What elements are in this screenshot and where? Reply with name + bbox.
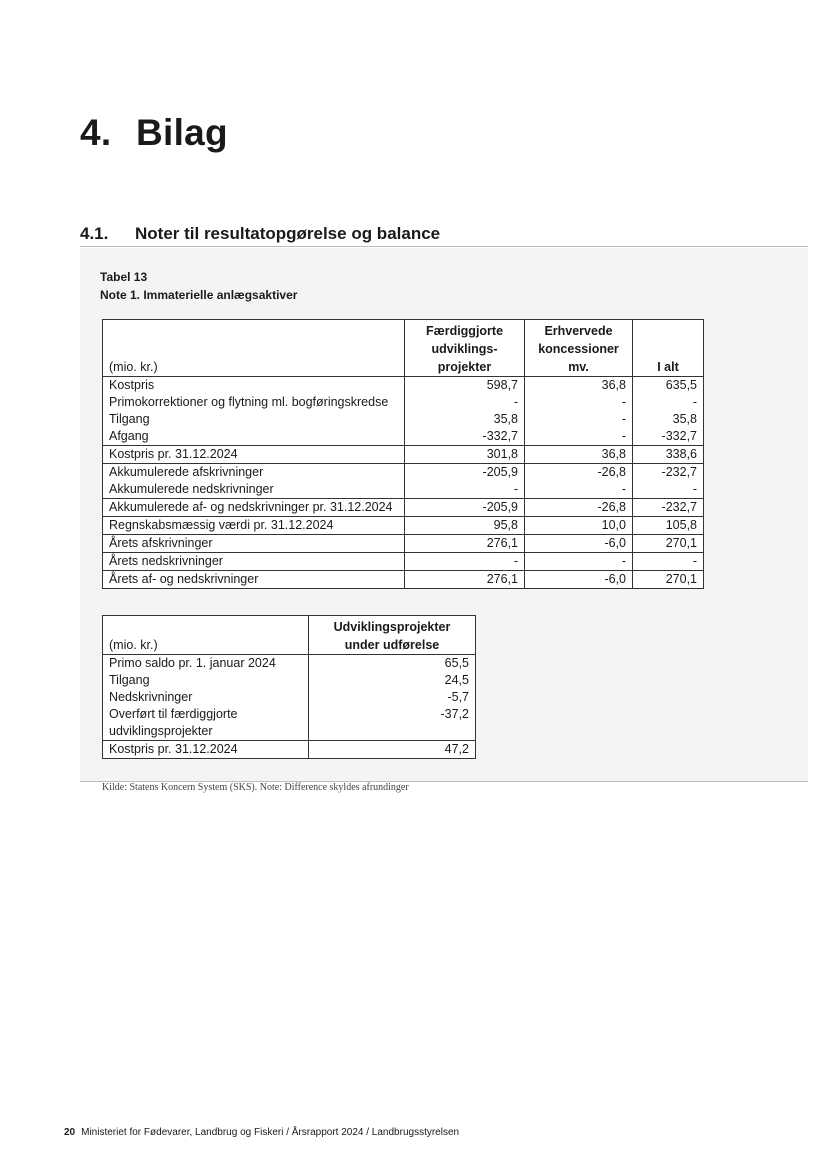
cell-value: -232,7: [633, 499, 704, 517]
cell-value: 635,5: [633, 377, 704, 395]
unit-label: (mio. kr.): [103, 320, 405, 377]
row-label: Årets af- og nedskrivninger: [103, 571, 405, 589]
row-label: Tilgang: [109, 412, 150, 426]
table-row: [103, 499, 704, 517]
row-label: Afgang: [109, 429, 149, 443]
row-label: Kostpris: [109, 378, 155, 392]
unit-label: (mio. kr.): [103, 616, 309, 655]
header-projects-in-progress: Udviklingsprojekter under udførelse: [309, 616, 476, 655]
cell-value: 35,8: [633, 411, 704, 428]
row-label: Årets nedskrivninger: [103, 553, 405, 571]
cell-value: -: [525, 411, 633, 428]
table-caption: [100, 268, 297, 304]
table-row: [103, 689, 476, 706]
cell-value: -: [633, 553, 704, 571]
table-row: [103, 446, 704, 464]
header-acquired-concessions: Erhvervede koncessioner mv.: [525, 320, 633, 377]
row-label: Kostpris pr. 31.12.2024: [103, 446, 405, 464]
cell-value: -205,9: [405, 464, 525, 482]
section-title: Noter til resultatopgørelse og balance: [135, 224, 441, 243]
cell-value: 35,8: [405, 411, 525, 428]
table-row: [103, 411, 704, 428]
cell-value: 338,6: [633, 446, 704, 464]
table-row: [103, 655, 476, 673]
row-label: Primokorrektioner og flytning ml. bogføringskredse: [109, 395, 389, 409]
chapter-title-text: Bilag: [136, 112, 228, 153]
cell-value: -332,7: [633, 428, 704, 446]
header-total: I alt: [633, 320, 704, 377]
cell-value: 598,7: [405, 377, 525, 395]
cell-value: -: [633, 394, 704, 411]
table-row: [103, 672, 476, 689]
cell-value: 270,1: [633, 571, 704, 589]
cell-value: -6,0: [525, 571, 633, 589]
table-title: Note 1. Immaterielle anlægsaktiver: [100, 288, 298, 302]
source-note: Kilde: Statens Koncern System (SKS). Note: Difference skyldes afrundinger: [102, 782, 409, 793]
cell-value: -5,7: [309, 689, 476, 706]
table-row: [103, 481, 704, 499]
cell-value: -26,8: [525, 499, 633, 517]
row-label: Primo saldo pr. 1. januar 2024: [109, 656, 276, 670]
table-row: [103, 571, 704, 589]
row-label: Årets afskrivninger: [103, 535, 405, 553]
table-row: [103, 535, 704, 553]
cell-value: 65,5: [309, 655, 476, 673]
row-label: Regnskabsmæssig værdi pr. 31.12.2024: [103, 517, 405, 535]
cell-value: 276,1: [405, 571, 525, 589]
cell-value: -6,0: [525, 535, 633, 553]
section-heading: [80, 224, 808, 247]
table-row: [103, 706, 476, 741]
row-label: Akkumulerede afskrivninger: [103, 464, 405, 482]
table-row: [103, 464, 704, 482]
row-label: Akkumulerede af- og nedskrivninger pr. 31.12.2024: [103, 499, 405, 517]
chapter-number: 4.: [80, 112, 112, 153]
cell-value: -: [525, 394, 633, 411]
cell-value: 276,1: [405, 535, 525, 553]
cell-value: -26,8: [525, 464, 633, 482]
table-header-row: [103, 320, 704, 377]
cell-value: -: [405, 394, 525, 411]
row-label: Nedskrivninger: [109, 690, 193, 704]
row-label: Akkumulerede nedskrivninger: [109, 482, 274, 496]
development-projects-table: [102, 615, 476, 759]
cell-value: -: [525, 428, 633, 446]
cell-value: -: [405, 481, 525, 499]
table-row: [103, 377, 704, 395]
cell-value: -: [633, 481, 704, 499]
table-row: [103, 517, 704, 535]
cell-value: 95,8: [405, 517, 525, 535]
section-number: 4.1.: [80, 224, 109, 243]
cell-value: 47,2: [309, 741, 476, 759]
cell-value: -: [525, 553, 633, 571]
row-label: Overført til færdiggjorte udviklingsprojekter: [109, 707, 238, 738]
table-label: Tabel 13: [100, 270, 148, 284]
cell-value: -: [525, 481, 633, 499]
cell-value: 301,8: [405, 446, 525, 464]
chapter-title: [80, 112, 228, 154]
cell-value: -: [405, 553, 525, 571]
footer-text: Ministeriet for Fødevarer, Landbrug og Fiskeri / Årsrapport 2024 / Landbrugsstyrelsen: [81, 1127, 460, 1138]
cell-value: 270,1: [633, 535, 704, 553]
cell-value: 10,0: [525, 517, 633, 535]
page-number: 20: [64, 1127, 76, 1138]
cell-value: -332,7: [405, 428, 525, 446]
cell-value: 36,8: [525, 377, 633, 395]
cell-value: 24,5: [309, 672, 476, 689]
table-header-row: [103, 616, 476, 655]
table-row: [103, 394, 704, 411]
cell-value: -205,9: [405, 499, 525, 517]
cell-value: -37,2: [309, 706, 476, 741]
cell-value: 36,8: [525, 446, 633, 464]
table-row: [103, 741, 476, 759]
row-label: Kostpris pr. 31.12.2024: [103, 741, 309, 759]
cell-value: 105,8: [633, 517, 704, 535]
cell-value: -232,7: [633, 464, 704, 482]
intangible-assets-table: [102, 319, 704, 589]
row-label: Tilgang: [109, 673, 150, 687]
table-row: [103, 553, 704, 571]
page-footer: [64, 1127, 459, 1138]
table-row: [103, 428, 704, 446]
header-completed-projects: Færdiggjorte udviklings- projekter: [405, 320, 525, 377]
